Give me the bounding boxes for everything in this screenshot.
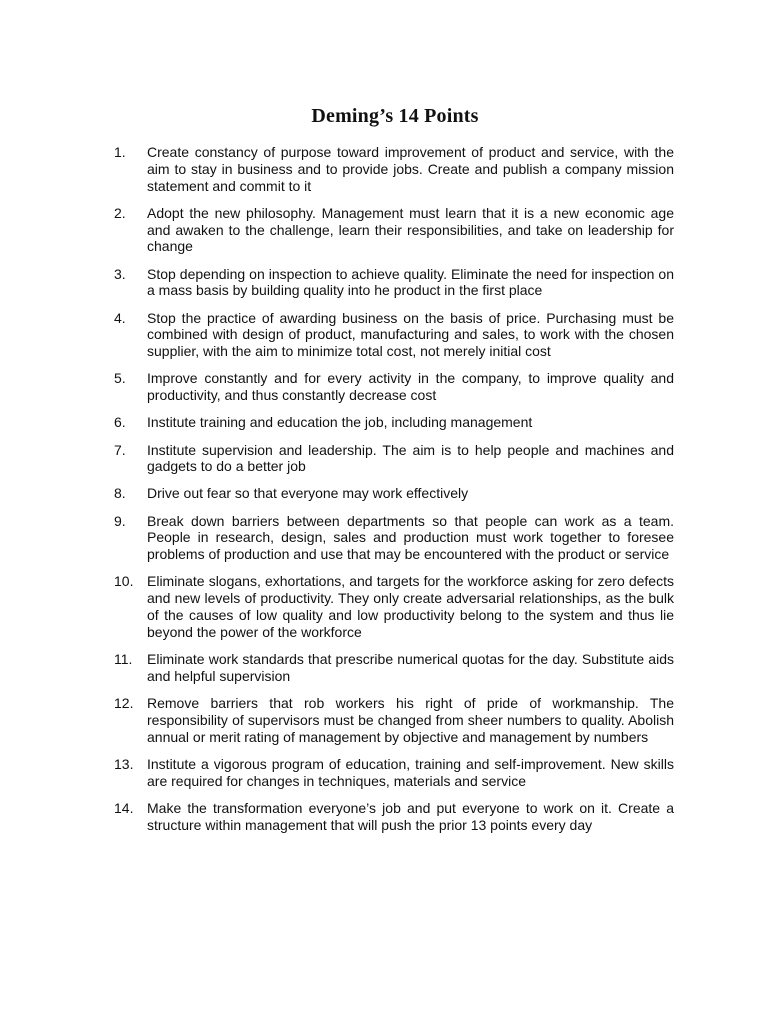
- point-text: Adopt the new philosophy. Management must learn that it is a new economic age and awaken to the challenge, learn their responsibilities, and take on leadership for change: [147, 204, 674, 255]
- point-item-2: [114, 205, 674, 255]
- point-number: 12.: [114, 695, 134, 712]
- point-number: 5.: [114, 370, 126, 387]
- point-item-11: [114, 651, 674, 685]
- point-number: 3.: [114, 265, 126, 282]
- point-number: 6.: [114, 414, 126, 431]
- point-item-4: [114, 310, 674, 360]
- point-number: 2.: [114, 204, 126, 221]
- point-item-8: [114, 485, 674, 502]
- point-item-6: [114, 414, 674, 431]
- point-text: Stop the practice of awarding business on the basis of price. Purchasing must be combined with design of product, manufacturing and sales, to work with the chosen supplier, with the aim to minimize total cost, not merely initial cost: [147, 309, 674, 360]
- point-text: Institute a vigorous program of education, training and self-improvement. New skills are required for changes in techniques, materials and service: [147, 755, 674, 789]
- point-number: 4.: [114, 309, 126, 326]
- point-text: Improve constantly and for every activity in the company, to improve quality and productivity, and thus constantly decrease cost: [147, 370, 674, 404]
- point-item-13: [114, 756, 674, 790]
- point-number: 8.: [114, 485, 126, 502]
- point-item-1: [114, 144, 674, 194]
- point-number: 13.: [114, 755, 134, 772]
- point-number: 1.: [114, 144, 126, 160]
- point-text: Break down barriers between departments so that people can work as a team. People in research, design, sales and production must work together to foresee problems of production and use that may be encountered with the product or service: [147, 512, 674, 563]
- point-item-10: [114, 573, 674, 640]
- point-text: Institute supervision and leadership. The aim is to help people and machines and gadgets to do a better job: [147, 441, 674, 475]
- point-text: Eliminate work standards that prescribe numerical quotas for the day. Substitute aids and helpful supervision: [147, 651, 674, 684]
- point-item-9: [114, 513, 674, 563]
- point-item-5: [114, 370, 674, 404]
- point-number: 7.: [114, 441, 126, 458]
- point-item-7: [114, 442, 674, 476]
- point-text: Remove barriers that rob workers his right of pride of workmanship. The responsibility of supervisors must be changed from sheer numbers to quality. Abolish annual or merit rating of management by objective and management by numbers: [147, 695, 674, 745]
- point-item-14: [114, 800, 674, 834]
- points-list: [114, 144, 674, 844]
- document-title: Deming’s 14 Points: [311, 105, 479, 127]
- point-text: Create constancy of purpose toward improvement of product and service, with the aim to stay in business and to provide jobs. Create and publish a company mission statement and commit to it: [147, 144, 674, 194]
- point-text: Drive out fear so that everyone may work effectively: [147, 485, 469, 502]
- point-text: Stop depending on inspection to achieve quality. Eliminate the need for inspection on a mass basis by building quality into he product in the first place: [147, 265, 674, 299]
- point-number: 11.: [114, 651, 133, 668]
- point-text: Eliminate slogans, exhortations, and targets for the workforce asking for zero defects and new levels of productivity. They only create adversarial relationships, as the bulk of the causes of low quality and low productivity belong to the system and thus lie beyond the power of the workforce: [147, 573, 674, 640]
- point-text: Institute training and education the job, including management: [147, 414, 533, 431]
- point-number: 14.: [114, 799, 134, 816]
- point-item-12: [114, 695, 674, 745]
- point-number: 9.: [114, 512, 126, 529]
- point-item-3: [114, 266, 674, 300]
- point-number: 10.: [114, 573, 134, 590]
- point-text: Make the transformation everyone’s job and put everyone to work on it. Create a structure within management that will push the prior 13 points every day: [147, 799, 674, 833]
